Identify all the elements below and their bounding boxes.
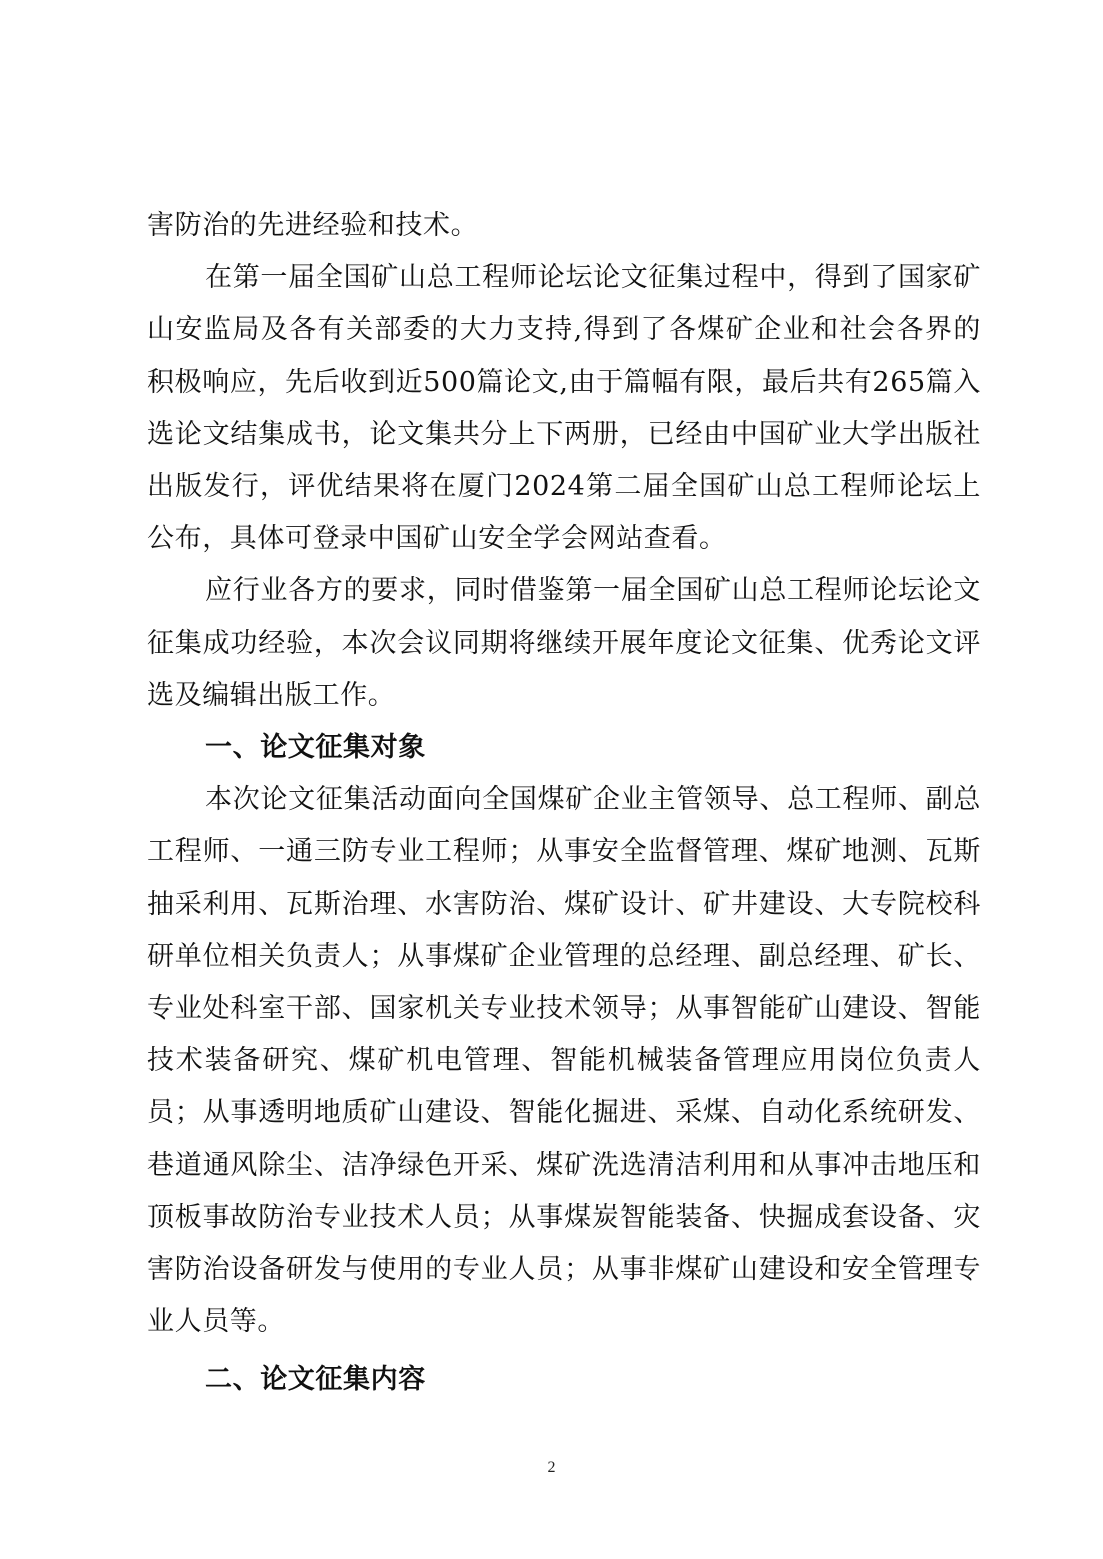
section-heading-targets: 一、论文征集对象 (205, 732, 426, 764)
paragraph-current-call: 应行业各方的要求，同时借鉴第一届全国矿山总工程师论坛论文征集成功经验，本次会议同期将继续开展年度论文征集、优秀论文评选及编辑出版工作。 (147, 575, 981, 711)
paragraph-targets: 本次论文征集活动面向全国煤矿企业主管领导、总工程师、副总工程师、一通三防专业工程师；从事安全监督管理、煤矿地测、瓦斯抽采利用、瓦斯治理、水害防治、煤矿设计、矿井建设、大专院校科研单位相关负责人；从事煤矿企业管理的总经理、副总经理、矿长、专业处科室干部、国家机关专业技术领导；从事智能矿山建设、智能技术装备研究、煤矿机电管理、智能机械装备管理应用岗位负责人员；从事透明地质矿山建设、智能化掘进、采煤、自动化系统研发、巷道通风除尘、洁净绿色开采、煤矿洗选清洁利用和从事冲击地压和顶板事故防治专业技术人员；从事煤炭智能装备、快掘成套设备、灾害防治设备研发与使用的专业人员；从事非煤矿山建设和安全管理专业人员等。 (147, 784, 981, 1338)
document-body (147, 200, 981, 1407)
section-heading-content: 二、论文征集内容 (205, 1364, 426, 1396)
page-number: 2 (547, 1459, 556, 1476)
paragraph-first-forum: 在第一届全国矿山总工程师论坛论文征集过程中，得到了国家矿山安监局及各有关部委的大力支持,得到了各煤矿企业和社会各界的积极响应，先后收到近500篇论文,由于篇幅有限，最后共有265篇入选论文结集成书，论文集共分上下两册，已经由中国矿业大学出版社出版发行，评优结果将在厦门2024第二届全国矿山总工程师论坛上公布，具体可登录中国矿山安全学会网站查看。 (147, 262, 981, 555)
paragraph-continuation: 害防治的先进经验和技术。 (147, 210, 479, 241)
